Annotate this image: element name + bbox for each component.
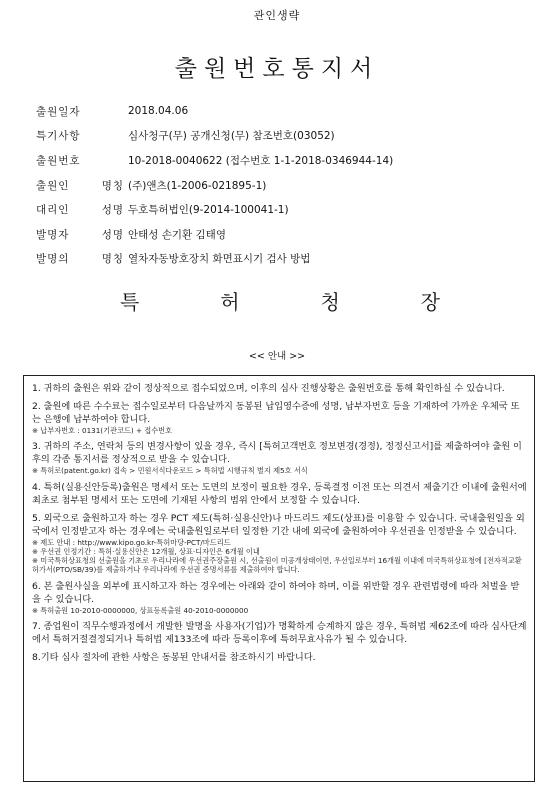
field-label: 출원번호	[36, 154, 81, 167]
office-char: 장	[420, 290, 440, 314]
notice-text: 5. 외국으로 출원하고자 하는 경우 PCT 제도(특허·실용신안)나 마드리드 제도(상표)를 이용할 수 있습니다. 국내출원일을 외국에서 인정받고자 하는 경우에는 국내출원일로부터 일정한 기간 내에 외국에 출원하여야 우선권을 인정받을 수 있습니다.	[32, 512, 525, 537]
notice-item	[32, 620, 528, 646]
field-value: 심사청구(무) 공개신청(무) 참조번호(03052)	[128, 130, 335, 143]
office-char: 특	[120, 290, 140, 314]
field-label: 발명의 명칭	[36, 253, 124, 266]
field-value: 두호특허법인(9-2014-100041-1)	[128, 204, 289, 217]
field-application-date	[36, 99, 536, 124]
notice-text: 6. 본 출원사실을 외부에 표시하고자 하는 경우에는 아래와 같이 하여야 하며, 이를 위반할 경우 관련법령에 따라 처벌을 받을 수 있습니다.	[32, 580, 520, 605]
notice-note: ※ 미국특허상표청의 선출원을 기초로 우리나라에 우선권주장출원 시, 선출원이 미공개상태이면, 우선일로부터 16개월 이내에 미국특허상표청에 [전자적교환허가서(PTO/SB/39)를 제출하거나 우리나라에 우선권 증명서류를 제출하여야 합니다.	[32, 556, 522, 575]
notice-note: ※ 납부자번호 : 0131(기관코드) + 접수번호	[32, 426, 173, 435]
field-value: 10-2018-0040622 (접수번호 1-1-2018-0346944-14)	[128, 154, 394, 167]
field-label: 출원인 명칭	[36, 179, 124, 192]
field-invention-title	[36, 247, 536, 272]
field-application-number	[36, 148, 536, 173]
document-title: 출원번호통지서	[174, 56, 380, 82]
office-char: 청	[320, 290, 340, 314]
notice-text: 8.기타 심사 절차에 관한 사항은 동봉된 안내서를 참조하시기 바랍니다.	[32, 652, 316, 664]
field-inventor-names	[36, 222, 536, 247]
notice-item	[32, 481, 528, 507]
field-value: 안태성 손기환 김태영	[128, 228, 226, 241]
top-label: 관인생략	[253, 9, 301, 22]
notice-text: 7. 종업원이 직무수행과정에서 개발한 발명을 사용자(기업)가 명확하게 승계하지 않은 경우, 특허법 제62조에 따라 심사단계에서 특허거절결정되거나 특허법 제133조에 따라 등록이후에 특허무효사유가 될 수 있습니다.	[32, 621, 527, 646]
office-char: 허	[220, 290, 240, 314]
notice-text: 2. 출원에 따른 수수료는 접수일로부터 다음날까지 동봉된 납입영수증에 성명, 납부자번호 등을 기재하여 가까운 우체국 또는 은행에 납부하여야 합니다.	[32, 401, 520, 425]
notice-item	[32, 400, 528, 435]
field-special-notes	[36, 124, 536, 149]
notice-item	[32, 580, 528, 615]
notice-text: 3. 귀하의 주소, 연락처 등의 변경사항이 있을 경우, 즉시 [특허고객번호 정보변경(경정), 정정신고서]를 제출하여야 출원 이후의 각종 통지서를 정상적으로 받을 수 있습니다.	[32, 441, 522, 466]
notice-item	[32, 440, 528, 475]
notice-box	[23, 375, 535, 782]
field-label: 대리인 성명	[36, 204, 124, 217]
notice-item	[32, 651, 528, 664]
notice-note: ※ 특허출원 10-2010-0000000, 상표등록출원 40-2010-0000000	[32, 605, 249, 615]
field-value: (주)앤츠(1-2006-021895-1)	[128, 179, 267, 192]
notice-text: 4. 특허(실용신안등록)출원은 명세서 또는 도면의 보정이 필요한 경우, 등록결정 이전 또는 의견서 제출기간 이내에 출원서에 최초로 첨부된 명세서 또는 도면에 기재된 사항의 범위 안에서 보정할 수 있습니다.	[32, 481, 527, 506]
application-fields	[36, 99, 536, 271]
notice-text: 1. 귀하의 출원은 위와 같이 정상적으로 접수되었으며, 이후의 심사 진행상황은 출원번호를 통해 확인하실 수 있습니다.	[32, 383, 505, 394]
field-label: 특기사항	[36, 130, 81, 143]
notice-note: ※ 우선권 인정기간 : 특허·실용신안은 12개월, 상표·디자인은 6개월 이내	[32, 546, 260, 556]
field-applicant-name	[36, 173, 536, 198]
notice-item	[32, 512, 528, 575]
field-value: 열차자동방호장치 화면표시기 검사 방법	[128, 253, 311, 266]
notice-note: ※ 제도 안내 : http://www.kipo.go.kr-특허마당-PCT/마드리드	[32, 537, 231, 547]
issuing-office	[120, 286, 440, 315]
field-agent-name	[36, 197, 536, 222]
field-label: 출원일자	[36, 105, 81, 118]
notice-note: ※ 특허로(patent.go.kr) 접속 > 민원서식다운로드 > 특허법 시행규칙 별지 제5호 서식	[32, 466, 308, 476]
field-value: 2018.04.06	[128, 105, 189, 118]
field-label: 발명자 성명	[36, 228, 124, 241]
notice-item	[32, 382, 528, 395]
guide-title: << 안내 >>	[248, 351, 306, 362]
